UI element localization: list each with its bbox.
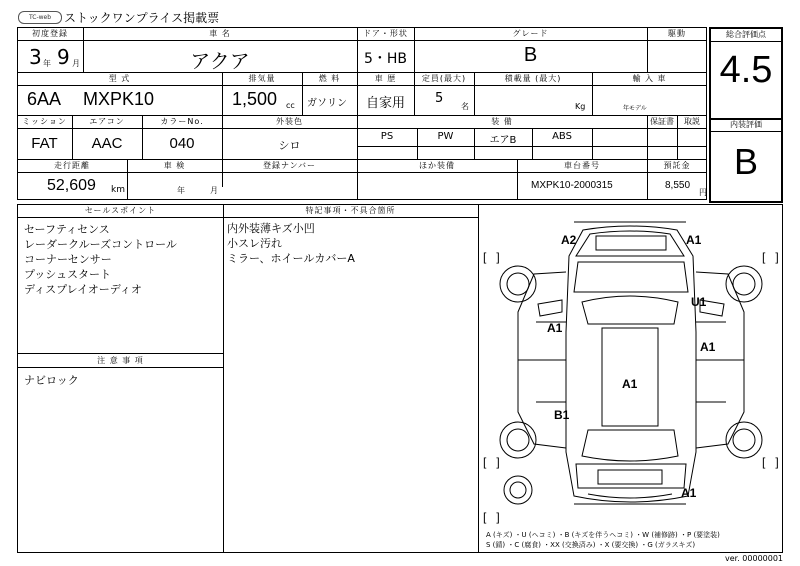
caution-list [24,373,79,388]
equip-ps: PS [380,131,394,142]
list-item: ナビロック [24,374,79,387]
car-name-label: 車 名 [209,29,231,38]
manual-label: 取説 [684,117,700,126]
chassis-no-label: 車台番号 [564,161,600,170]
grade-label: グレード [512,29,549,38]
version-label: ver. 00000001 [725,554,784,563]
reserve-unit: 円 [699,188,707,197]
overall-score-label: 総合評価点 [711,30,781,42]
capacity-label: 定員(最大) [421,74,467,83]
door-shape-label: ドア・形状 [363,29,408,38]
equip-pw: PW [437,131,454,142]
model-label: 型 式 [108,74,131,83]
bracket-marker: [ ] [483,455,500,469]
mileage-label: 走行距離 [54,161,90,170]
displacement-label: 排気量 [248,74,276,83]
inspection-label: 車 検 [163,161,186,170]
damage-mark: A1 [622,377,638,391]
damage-mark: A1 [700,340,716,354]
interior-score-label: 内装評価 [711,120,781,132]
list-item: レーダークルーズコントロール [24,238,177,251]
list-item: プッシュスタート [24,268,112,281]
legend-line-2: S (錆) ・C (腐食) ・XX (交換済み) ・X (要交換) ・G (ガラスキズ) [486,541,696,549]
damage-mark: A1 [681,486,697,500]
reg-month-unit: 月 [72,59,80,68]
list-item: セーフティセンス [24,223,110,236]
reg-year-unit: 年 [43,59,51,68]
import-label: 輸 入 車 [632,74,667,83]
mission-value: FAT [31,135,58,152]
load-unit: Kg [575,102,586,111]
reg-number-label: 登録ナンバー [262,161,317,170]
bracket-marker: [ ] [483,250,500,264]
fuel-label: 燃 料 [318,74,341,83]
capacity-value: 5 [435,91,444,106]
reg-month: 9 [57,45,70,69]
first-reg-label: 初度登録 [32,29,68,38]
vehicle-sheet [17,27,707,200]
list-item: コーナーセンサー [24,253,112,266]
mileage-value: 52,609 [47,177,96,194]
mission-label: ミッション [22,117,67,126]
list-item: 内外装薄キズ小凹 [227,222,315,235]
warranty-label: 保証書 [650,117,674,126]
damage-mark: A2 [561,233,577,247]
list-item: 小スレ汚れ [227,237,282,250]
page-title: ストックワンプライス掲載票 [64,11,220,25]
bracket-marker: [ ] [762,250,779,264]
damage-mark: U1 [691,295,707,309]
history-label: 車 歴 [374,74,397,83]
import-note: 年モデル [623,105,647,112]
damage-mark: B1 [554,408,570,422]
caution-label: 注 意 事 項 [97,356,144,365]
color-no-value: 040 [169,135,195,152]
equip-abs: ABS [552,131,572,142]
exterior-color-label: 外装色 [276,117,303,126]
bracket-marker: [ ] [762,455,779,469]
other-equipment-label: ほか装備 [419,161,455,170]
overall-score-value: 4.5 [719,49,773,91]
car-diagram [478,212,783,532]
car-name: アクア [190,49,250,73]
inspection-year-unit: 年 [177,186,185,195]
bracket-marker: [ ] [483,510,500,524]
load-label: 積載量 (最大) [504,74,562,83]
damage-mark: A1 [547,321,563,335]
capacity-unit: 名 [461,102,469,111]
notes-label: 特記事項・不具合箇所 [305,206,396,215]
equip-airbag: エアB [489,135,517,146]
inspection-month-unit: 月 [210,186,218,195]
list-item: ミラー、ホイールカバーA [227,252,355,265]
chassis-no-value: MXPK10-2000315 [531,180,613,191]
sales-points-label: セールスポイント [84,206,157,215]
exterior-color-value: シロ [278,139,301,152]
fuel-value: ガソリン [307,98,347,109]
model-code: MXPK10 [83,89,155,109]
logo-text: TC-web [28,14,52,21]
damage-mark: A1 [686,233,702,247]
model-prefix: 6AA [27,89,62,109]
reserve-price-label: 預託金 [663,161,691,170]
color-no-label: カラーNo. [160,117,204,126]
notes-list [227,221,355,266]
history-value: 自家用 [365,96,405,111]
grade: B [523,44,538,66]
reserve-value: 8,550 [665,180,691,191]
sales-points-list [24,222,177,297]
displacement-value: 1,500 [232,89,278,109]
reg-year: 3 [29,45,42,69]
list-item: ディスプレイオーディオ [24,283,142,296]
interior-score-value: B [733,141,758,182]
score-box [709,27,783,203]
aircon-value: AAC [91,135,123,152]
door-shape: 5・HB [363,51,408,67]
equipment-label: 装 備 [491,117,513,126]
logo [18,11,62,24]
displacement-unit: cc [286,101,295,110]
aircon-label: エアコン [89,117,125,126]
legend-line-1: A (キズ) ・U (ヘコミ) ・B (キズを伴うヘコミ) ・W (補修跡) ・P (要塗装) [486,531,720,539]
mileage-unit: km [111,185,125,195]
drive-label: 駆動 [668,29,686,38]
